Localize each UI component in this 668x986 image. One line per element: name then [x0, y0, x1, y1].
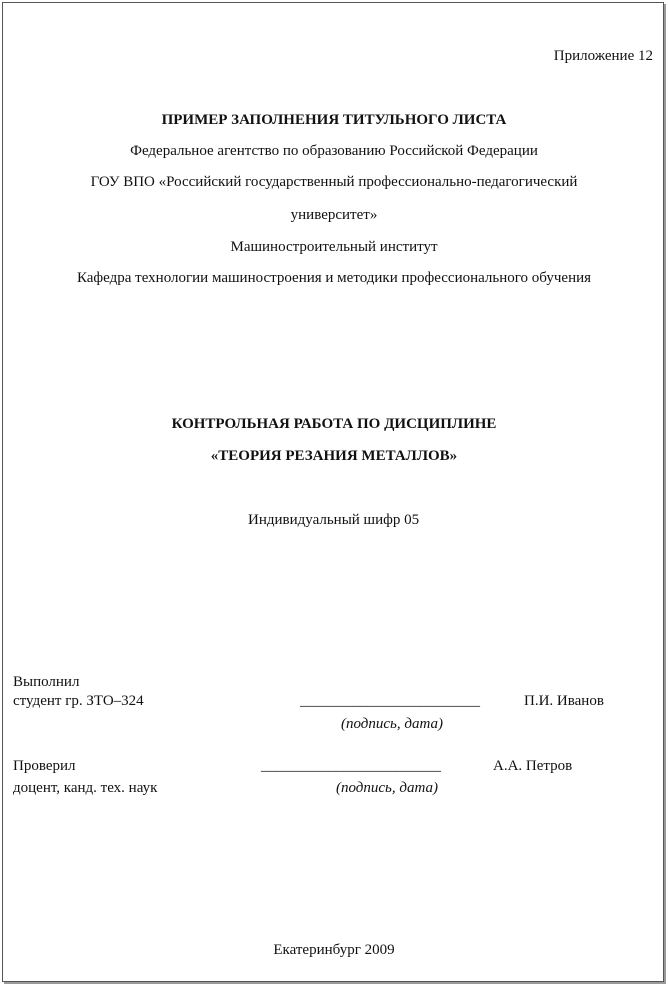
sample-title: ПРИМЕР ЗАПОЛНЕНИЯ ТИТУЛЬНОГО ЛИСТА [161, 112, 507, 128]
student-signature-line: ________________________ [300, 693, 480, 709]
agency-name: Федеральное агентство по образованию Российской Федерации [130, 143, 538, 159]
city-year: Екатеринбург 2009 [273, 942, 395, 958]
reviewer-name: А.А. Петров [493, 758, 573, 774]
department-name: Кафедра технологии машиностроения и методики профессионального обучения [76, 270, 592, 286]
reviewer-signature-hint: (подпись, дата) [336, 780, 438, 796]
reviewer-role: доцент, канд. тех. наук [13, 780, 158, 796]
university-name-line2: университет» [290, 207, 378, 223]
reviewer-signature-line: ________________________ [261, 758, 441, 774]
performed-label: Выполнил [13, 674, 80, 690]
student-signature-hint: (подпись, дата) [341, 716, 443, 732]
student-role: студент гр. ЗТО–324 [13, 693, 144, 709]
work-title-line1: КОНТРОЛЬНАЯ РАБОТА ПО ДИСЦИПЛИНЕ [171, 416, 497, 432]
checked-label: Проверил [13, 758, 76, 774]
university-name-line1: ГОУ ВПО «Российский государственный профессионально-педагогический [90, 174, 578, 190]
title-page-sheet [2, 2, 664, 982]
student-name: П.И. Иванов [524, 693, 604, 709]
appendix-label: Приложение 12 [553, 48, 653, 64]
individual-cipher: Индивидуальный шифр 05 [248, 512, 420, 528]
institute-name: Машиностроительный институт [230, 239, 438, 255]
work-title-line2: «ТЕОРИЯ РЕЗАНИЯ МЕТАЛЛОВ» [210, 448, 458, 464]
